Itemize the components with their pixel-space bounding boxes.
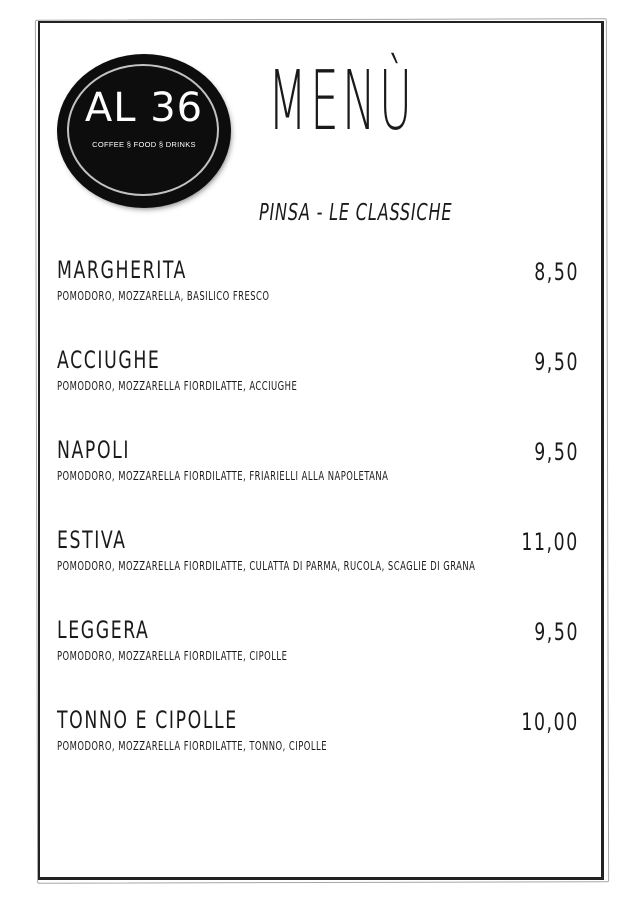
item-name: ESTIVA — [57, 526, 127, 554]
item-name: NAPOLI — [57, 436, 131, 464]
item-name: LEGGERA — [57, 616, 150, 644]
logo-name: AL 36 — [84, 85, 204, 131]
item-price: 11,00 — [521, 528, 579, 556]
logo-tagline: COFFEE § FOOD § DRINKS — [92, 140, 196, 149]
section-title: PINSA - LE CLASSICHE — [259, 200, 453, 226]
item-price: 9,50 — [534, 348, 579, 376]
item-price: 10,00 — [521, 708, 579, 736]
item-description: POMODORO, MOZZARELLA FIORDILATTE, TONNO, CIPOLLE — [57, 739, 327, 753]
item-description: POMODORO, MOZZARELLA FIORDILATTE, FRIARIELLI ALLA NAPOLETANA — [57, 469, 389, 483]
item-price: 9,50 — [534, 438, 579, 466]
menu-item — [57, 616, 587, 676]
logo — [59, 56, 229, 206]
menu-item — [57, 436, 587, 496]
menu-item — [57, 706, 587, 766]
item-name: ACCIUGHE — [57, 346, 161, 374]
item-price: 8,50 — [534, 258, 579, 286]
menu-item — [57, 526, 587, 586]
item-name: TONNO E CIPOLLE — [57, 706, 238, 734]
item-description: POMODORO, MOZZARELLA FIORDILATTE, ACCIUGHE — [57, 379, 298, 393]
item-description: POMODORO, MOZZARELLA FIORDILATTE, CULATTA DI PARMA, RUCOLA, SCAGLIE DI GRANA — [57, 559, 476, 573]
menu-item — [57, 346, 587, 406]
menu-item — [57, 256, 587, 316]
menu-title: MENÙ — [268, 54, 416, 149]
item-price: 9,50 — [534, 618, 579, 646]
item-description: POMODORO, MOZZARELLA, BASILICO FRESCO — [57, 289, 270, 303]
item-description: POMODORO, MOZZARELLA FIORDILATTE, CIPOLLE — [57, 649, 288, 663]
item-name: MARGHERITA — [57, 256, 187, 284]
